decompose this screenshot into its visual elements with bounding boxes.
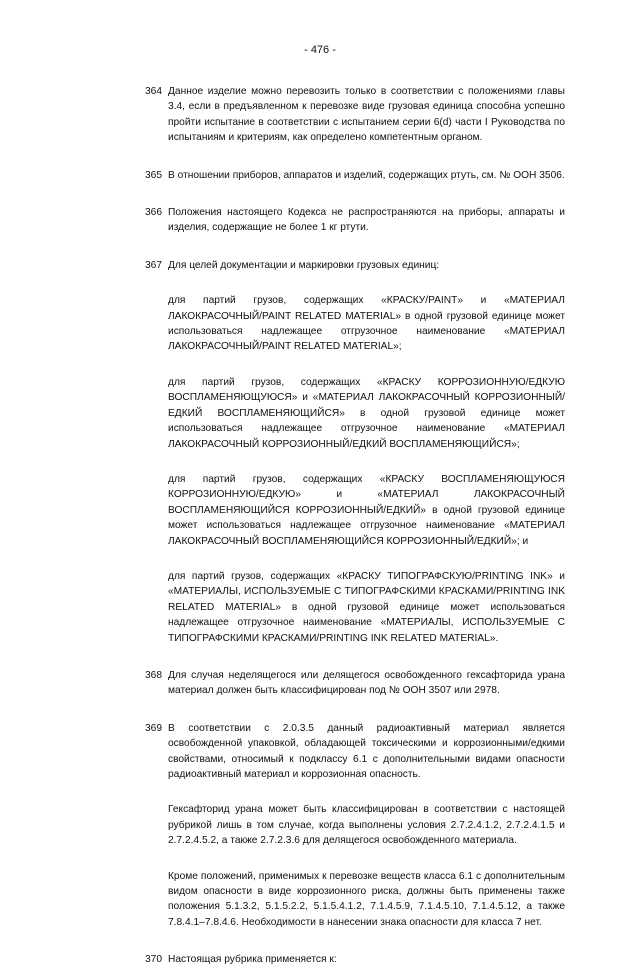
provision-number: 364 — [145, 86, 162, 97]
provision-subparagraph: Кроме положений, применимых к перевозке веществ класса 6.1 с дополнительным видом опасности в виде коррозионного риска, должны быть применены также положения 5.1.3.2, 5.1.5.2.2, 5.1.5.4.1.2, 7.1.4.5.9, 7.1.4.5.10, 7.1.4.5.12, а также 7.8.4.1–7.8.4.6. Необходимости в нанесении знака опасности для класса 7 нет. — [168, 870, 565, 928]
provision-number: 366 — [145, 207, 162, 219]
provision-text: Для целей документации и маркировки грузовых единиц: — [168, 259, 440, 271]
provision-text: Для случая неделящегося или делящегося освобожденного гексафторида урана материал должен быть классифицирован под № ООН 3507 или 2978. — [168, 669, 565, 697]
provision-text: Настоящая рубрика применяется к: — [168, 954, 337, 966]
provision-370 — [145, 952, 565, 967]
provision-number: 368 — [145, 669, 162, 681]
provision-number: 369 — [145, 722, 162, 734]
provision-365 — [145, 168, 565, 183]
provision-368 — [145, 668, 565, 699]
provision-367 — [145, 258, 565, 646]
provision-subparagraph: для партий грузов, содержащих «КРАСКУ ТИПОГРАФСКУЮ/PRINTING INK» и «МАТЕРИАЛЫ, ИСПОЛЬЗУЕМЫЕ С ТИПОГРАФСКИМИ КРАСКАМИ/PRINTING INK RELATED MATERIAL» в одной грузовой единице может использоваться надлежащее отгрузочное наименование «МАТЕРИАЛЫ, ИСПОЛЬЗУЕМЫЕ С ТИПОГРАФСКИМИ КРАСКАМИ/PRINTING INK RELATED MATERIAL». — [168, 570, 565, 644]
provision-364 — [145, 84, 565, 146]
provision-text: В отношении приборов, аппаратов и изделий, содержащих ртуть, см. № ООН 3506. — [168, 169, 565, 181]
provision-number: 367 — [145, 259, 162, 271]
provision-subparagraph: Гексафторид урана может быть классифицирован в соответствии с настоящей рубрикой лишь в том случае, когда выполнены условия 2.7.2.4.1.2, 2.7.2.4.1.5 и 2.7.2.4.5.2, а также 2.7.2.3.6 для делящегося освобожденного материала. — [168, 804, 565, 847]
provision-text: Данное изделие можно перевозить только в соответствии с положениями главы 3.4, если в предъявленном к перевозке виде грузовая единица способна успешно пройти испытание в соответствии с испытанием серии 6(d) части I Руководства по испытаниям и критериям, как определено компетентным органом. — [168, 86, 565, 144]
provision-text: В соответствии с 2.0.3.5 данный радиоактивный материал является освобожденной упаковкой, обладающей токсическими и коррозионными/едкими свойствами, относимый к подклассу 6.1 с дополнительными видами опасности радиоактивный материал и коррозионная опасность. — [168, 722, 565, 780]
document-body — [145, 84, 565, 968]
provision-369 — [145, 721, 565, 930]
provision-text: Положения настоящего Кодекса не распространяются на приборы, аппараты и изделия, содержащие не более 1 кг ртути. — [168, 207, 565, 234]
provision-number: 365 — [145, 169, 162, 181]
provision-subparagraph: для партий грузов, содержащих «КРАСКУ ВОСПЛАМЕНЯЮЩУЮСЯ КОРРОЗИОННУЮ/ЕДКУЮ» и «МАТЕРИАЛ ЛАКОКРАСОЧНЫЙ ВОСПЛАМЕНЯЮЩИЙСЯ КОРРОЗИОННЫЙ/ЕДКИЙ» в одной грузовой единице может использоваться надлежащее отгрузочное наименование «МАТЕРИАЛ ЛАКОКРАСОЧНЫЙ ВОСПЛАМЕНЯЮЩИЙСЯ КОРРОЗИОННЫЙ/ЕДКИЙ»; и — [168, 473, 565, 547]
page-number: - 476 - — [304, 44, 336, 56]
provision-366 — [145, 205, 565, 236]
provision-subparagraph: для партий грузов, содержащих «КРАСКУ/PAINT» и «МАТЕРИАЛ ЛАКОКРАСОЧНЫЙ/PAINT RELATED MATERIAL» в одной грузовой единице может использоваться надлежащее отгрузочное наименование «МАТЕРИАЛ ЛАКОКРАСОЧНЫЙ/PAINT RELATED MATERIAL»; — [168, 295, 565, 353]
provision-number: 370 — [145, 954, 162, 966]
provision-subparagraph: для партий грузов, содержащих «КРАСКУ КОРРОЗИОННУЮ/ЕДКУЮ ВОСПЛАМЕНЯЮЩУЮСЯ» и «МАТЕРИАЛ ЛАКОКРАСОЧНЫЙ КОРРОЗИОННЫЙ/ЕДКИЙ ВОСПЛАМЕНЯЮЩИЙСЯ» в одной грузовой единице может использоваться надлежащее отгрузочное наименование «МАТЕРИАЛ ЛАКОКРАСОЧНЫЙ КОРРОЗИОННЫЙ/ЕДКИЙ ВОСПЛАМЕНЯЮЩИЙСЯ»; — [168, 376, 565, 450]
